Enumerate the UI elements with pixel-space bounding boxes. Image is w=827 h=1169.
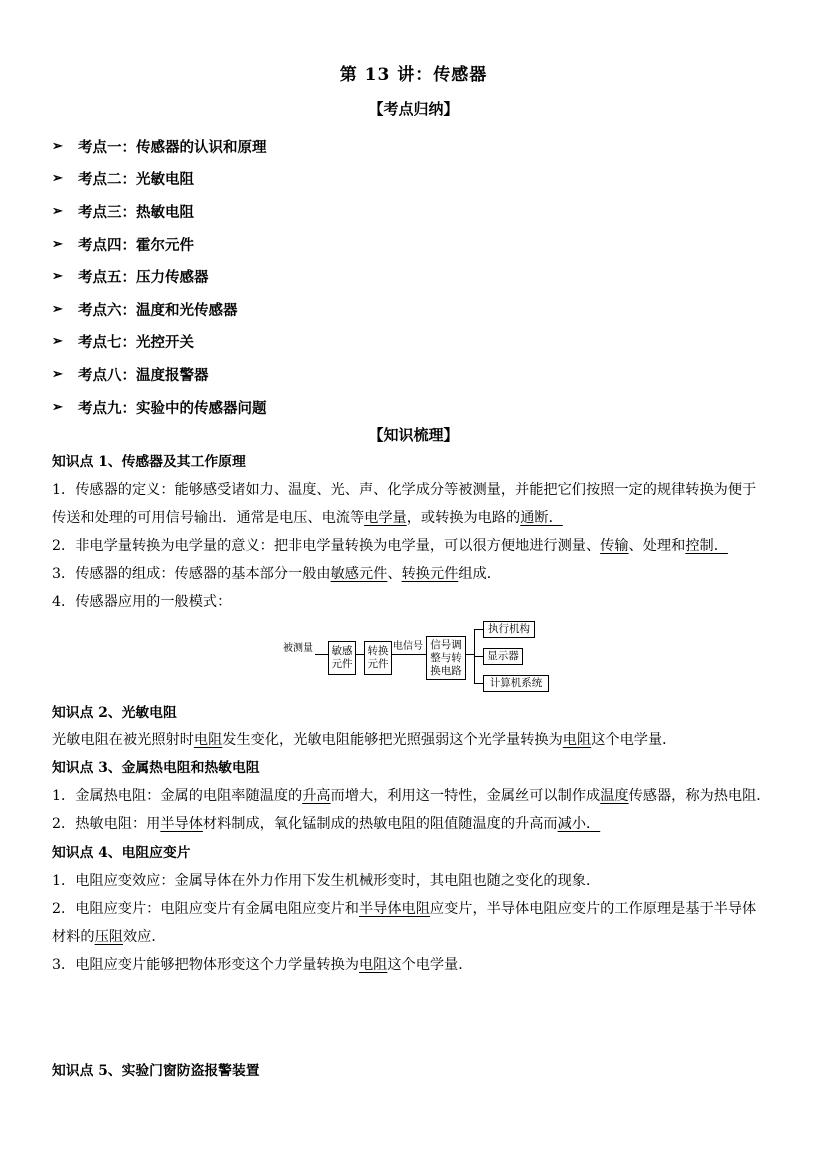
arrow-right-icon: ➢ (52, 334, 63, 350)
connector-line (474, 683, 483, 684)
display-box: 显示器 (483, 648, 523, 665)
k4-line1: 1．电阻应变效应：金属导体在外力作用下发生机械形变时，其电阻也随之变化的现象． (52, 873, 601, 889)
list-item: ➢ 考点八：温度报警器 (52, 366, 209, 384)
connector-line (356, 654, 364, 655)
list-item: ➢ 考点六：温度和光传感器 (52, 301, 238, 319)
k4-line3: 材料的压阻效应． (52, 929, 166, 945)
k1-line4: 3．传感器的组成：传感器的基本部分一般由敏感元件、转换元件组成． (52, 566, 501, 582)
list-item: ➢ 考点七：光控开关 (52, 334, 194, 352)
list-item: ➢ 考点二：光敏电阻 (52, 171, 194, 189)
list-item: ➢ 考点九：实验中的传感器问题 (52, 399, 267, 417)
k3-line1: 1．金属热电阻：金属的电阻率随温度的升高而增大，利用这一特性，金属丝可以制作成温度传感器，称为热电阻． (52, 788, 771, 804)
sensor-element-box: 敏感 元件 (328, 641, 356, 675)
actuator-box: 执行机构 (483, 621, 535, 638)
page-title: 第 13 讲：传感器 (339, 65, 488, 85)
arrow-right-icon: ➢ (52, 301, 63, 317)
list-item: ➢ 考点四：霍尔元件 (52, 236, 194, 254)
connector-line (315, 654, 328, 655)
arrow-right-icon: ➢ (52, 399, 63, 415)
k2-title: 知识点 2、光敏电阻 (52, 705, 177, 721)
connector-line (392, 654, 426, 655)
k3-line2: 2．热敏电阻：用半导体材料制成，氧化锰制成的热敏电阻的阻值随温度的升高而减小． (52, 816, 601, 832)
k4-line2: 2．电阻应变片：电阻应变片有金属电阻应变片和半导体电阻应变片，半导体电阻应变片的工作原理是基于半导体 (52, 901, 757, 917)
list-item: ➢ 考点一：传感器的认识和原理 (52, 138, 267, 156)
computer-system-box: 计算机系统 (483, 675, 549, 692)
converter-element-box: 转换 元件 (364, 641, 392, 675)
connector-line (466, 654, 474, 655)
list-item: ➢ 考点三：热敏电阻 (52, 203, 194, 221)
k1-title: 知识点 1、传感器及其工作原理 (52, 454, 246, 470)
connector-line (474, 629, 483, 630)
k3-title: 知识点 3、金属热电阻和热敏电阻 (52, 760, 260, 776)
signal-label: 电信号 (393, 641, 423, 652)
k1-line3: 2．非电学量转换为电学量的意义：把非电学量转换为电学量，可以很方便地进行测量、传输、处理和控制． (52, 538, 728, 554)
k4-line4: 3．电阻应变片能够把物体形变这个力学量转换为电阻这个电学量． (52, 957, 473, 973)
k1-line5: 4．传感器应用的一般模式： (52, 594, 232, 610)
arrow-right-icon: ➢ (52, 366, 63, 382)
k2-line1: 光敏电阻在被光照射时电阻发生变化，光敏电阻能够把光照强弱这个光学量转换为电阻这个电学量． (52, 732, 677, 748)
list-item: ➢ 考点五：压力传感器 (52, 269, 209, 287)
arrow-right-icon: ➢ (52, 269, 63, 285)
k1-line1: 1．传感器的定义：能够感受诸如力、温度、光、声、化学成分等被测量，并能把它们按照一定的规律转换为便于 (52, 482, 757, 498)
sensor-flow-diagram (283, 617, 553, 695)
signal-processing-box: 信号调 整与转 换电路 (426, 636, 466, 680)
section-heading-zhishi: 【知识梳理】 (368, 426, 459, 444)
connector-line (474, 656, 483, 657)
k4-title: 知识点 4、电阻应变片 (52, 845, 191, 861)
section-heading-kaodian: 【考点归纳】 (368, 100, 459, 118)
diagram-input-label: 被测量 (283, 643, 313, 654)
arrow-right-icon: ➢ (52, 171, 63, 187)
arrow-right-icon: ➢ (52, 236, 63, 252)
k1-line2: 传送和处理的可用信号输出．通常是电压、电流等电学量，或转换为电路的通断． (52, 510, 563, 526)
k5-title: 知识点 5、实验门窗防盗报警装置 (52, 1063, 260, 1079)
arrow-right-icon: ➢ (52, 138, 63, 154)
kaodian-list (52, 130, 267, 423)
arrow-right-icon: ➢ (52, 203, 63, 219)
